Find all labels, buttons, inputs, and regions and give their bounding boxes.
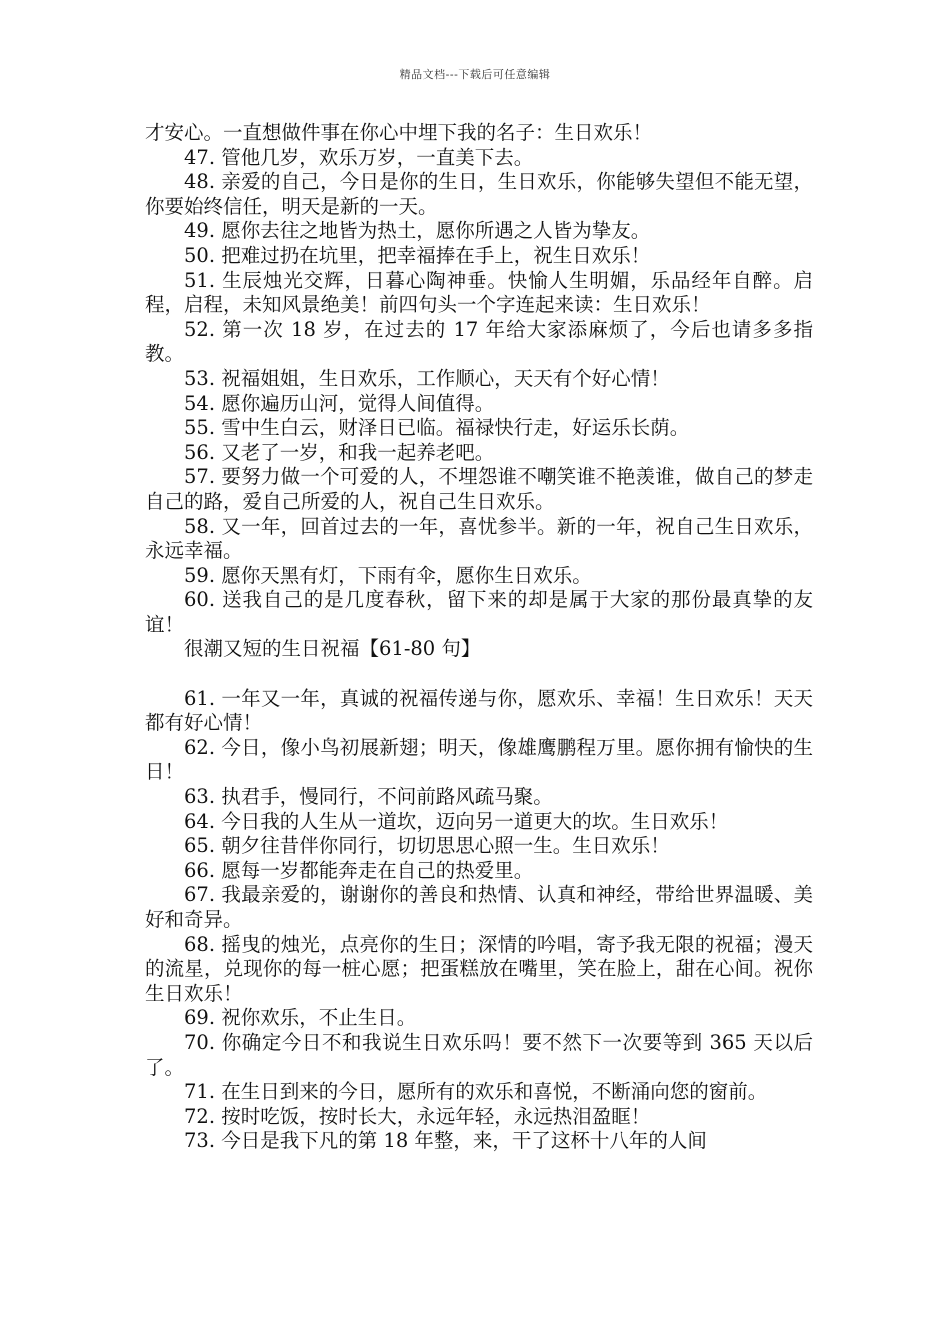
wish-60: 60. 送我自己的是几度春秋，留下来的却是属于大家的那份最真挚的友谊！ — [145, 588, 813, 636]
document-body — [145, 121, 813, 1154]
wish-59: 59. 愿你天黑有灯，下雨有伞，愿你生日欢乐。 — [184, 563, 592, 587]
wish-69: 69. 祝你欢乐，不止生日。 — [184, 1006, 417, 1030]
wish-62: 62. 今日，像小鸟初展新翅；明天，像雄鹰鹏程万里。愿你拥有愉快的生日！ — [145, 735, 813, 784]
wish-63: 63. 执君手，慢同行，不问前路风疏马聚。 — [184, 785, 553, 809]
page-header: 精品文档---下载后可任意编辑 — [399, 68, 551, 81]
section-spacer — [145, 662, 813, 687]
wish-67: 67. 我最亲爱的，谢谢你的善良和热情、认真和神经，带给世界温暖、美好和奇异。 — [145, 883, 813, 931]
wish-52: 52. 第一次 18 岁，在过去的 17 年给大家添麻烦了，今后也请多多指教。 — [145, 317, 813, 366]
wish-72: 72. 按时吃饭，按时长大，永远年轻，永远热泪盈眶！ — [184, 1104, 651, 1128]
wish-51: 51. 生辰烛光交辉，日暮心陶神垂。快愉人生明媚，乐品经年自醉。启程，启程，未知风景绝美！前四句头一个字连起来读：生日欢乐！ — [145, 268, 813, 317]
wish-56: 56. 又老了一岁，和我一起养老吧。 — [184, 440, 495, 464]
wish-49: 49. 愿你去往之地皆为热土，愿你所遇之人皆为挚友。 — [184, 219, 651, 243]
wish-68: 68. 摇曳的烛光，点亮你的生日；深情的吟唱，寄予我无限的祝福；漫天的流星，兑现你的每一桩心愿；把蛋糕放在嘴里，笑在脸上，甜在心间。祝你生日欢乐！ — [145, 932, 813, 1005]
paragraph-continuation: 才安心。一直想做件事在你心中埋下我的名子：生日欢乐！ — [145, 121, 653, 144]
wish-65: 65. 朝夕往昔伴你同行，切切思思心照一生。生日欢乐！ — [184, 834, 670, 858]
wish-48: 48. 亲爱的自己，今日是你的生日，生日欢乐，你能够失望但不能无望，你要始终信任，明天是新的一天。 — [145, 170, 813, 218]
wish-71: 71. 在生日到来的今日，愿所有的欢乐和喜悦，不断涌向您的窗前。 — [184, 1080, 768, 1104]
wish-50: 50. 把难过扔在坑里，把幸福捧在手上，祝生日欢乐！ — [184, 243, 651, 267]
wish-66: 66. 愿每一岁都能奔走在自己的热爱里。 — [184, 858, 534, 882]
section-heading: 很潮又短的生日祝福【61-80 句】 — [184, 637, 481, 661]
wish-47: 47. 管他几岁，欢乐万岁，一直美下去。 — [184, 145, 534, 169]
wish-64: 64. 今日我的人生从一道坎，迈向另一道更大的坎。生日欢乐！ — [184, 809, 729, 833]
wish-70: 70. 你确定今日不和我说生日欢乐吗！要不然下一次要等到 365 天以后了。 — [145, 1030, 813, 1079]
wish-61: 61. 一年又一年，真诚的祝福传递与你，愿欢乐、幸福！生日欢乐！天天都有好心情！ — [145, 686, 813, 735]
wish-53: 53. 祝福姐姐，生日欢乐，工作顺心，天天有个好心情！ — [184, 366, 670, 390]
wish-58: 58. 又一年，回首过去的一年，喜忧参半。新的一年，祝自己生日欢乐，永远幸福。 — [145, 514, 813, 563]
wish-54: 54. 愿你遍历山河，觉得人间值得。 — [184, 391, 495, 415]
wish-57: 57. 要努力做一个可爱的人，不埋怨谁不嘲笑谁不艳羡谁，做自己的梦走自己的路，爱自己所爱的人，祝自己生日欢乐。 — [145, 465, 813, 513]
wish-73: 73. 今日是我下凡的第 18 年整，来，干了这杯十八年的人间 — [184, 1129, 707, 1153]
wish-55: 55. 雪中生白云，财泽日已临。福禄快行走，好运乐长荫。 — [184, 416, 690, 440]
